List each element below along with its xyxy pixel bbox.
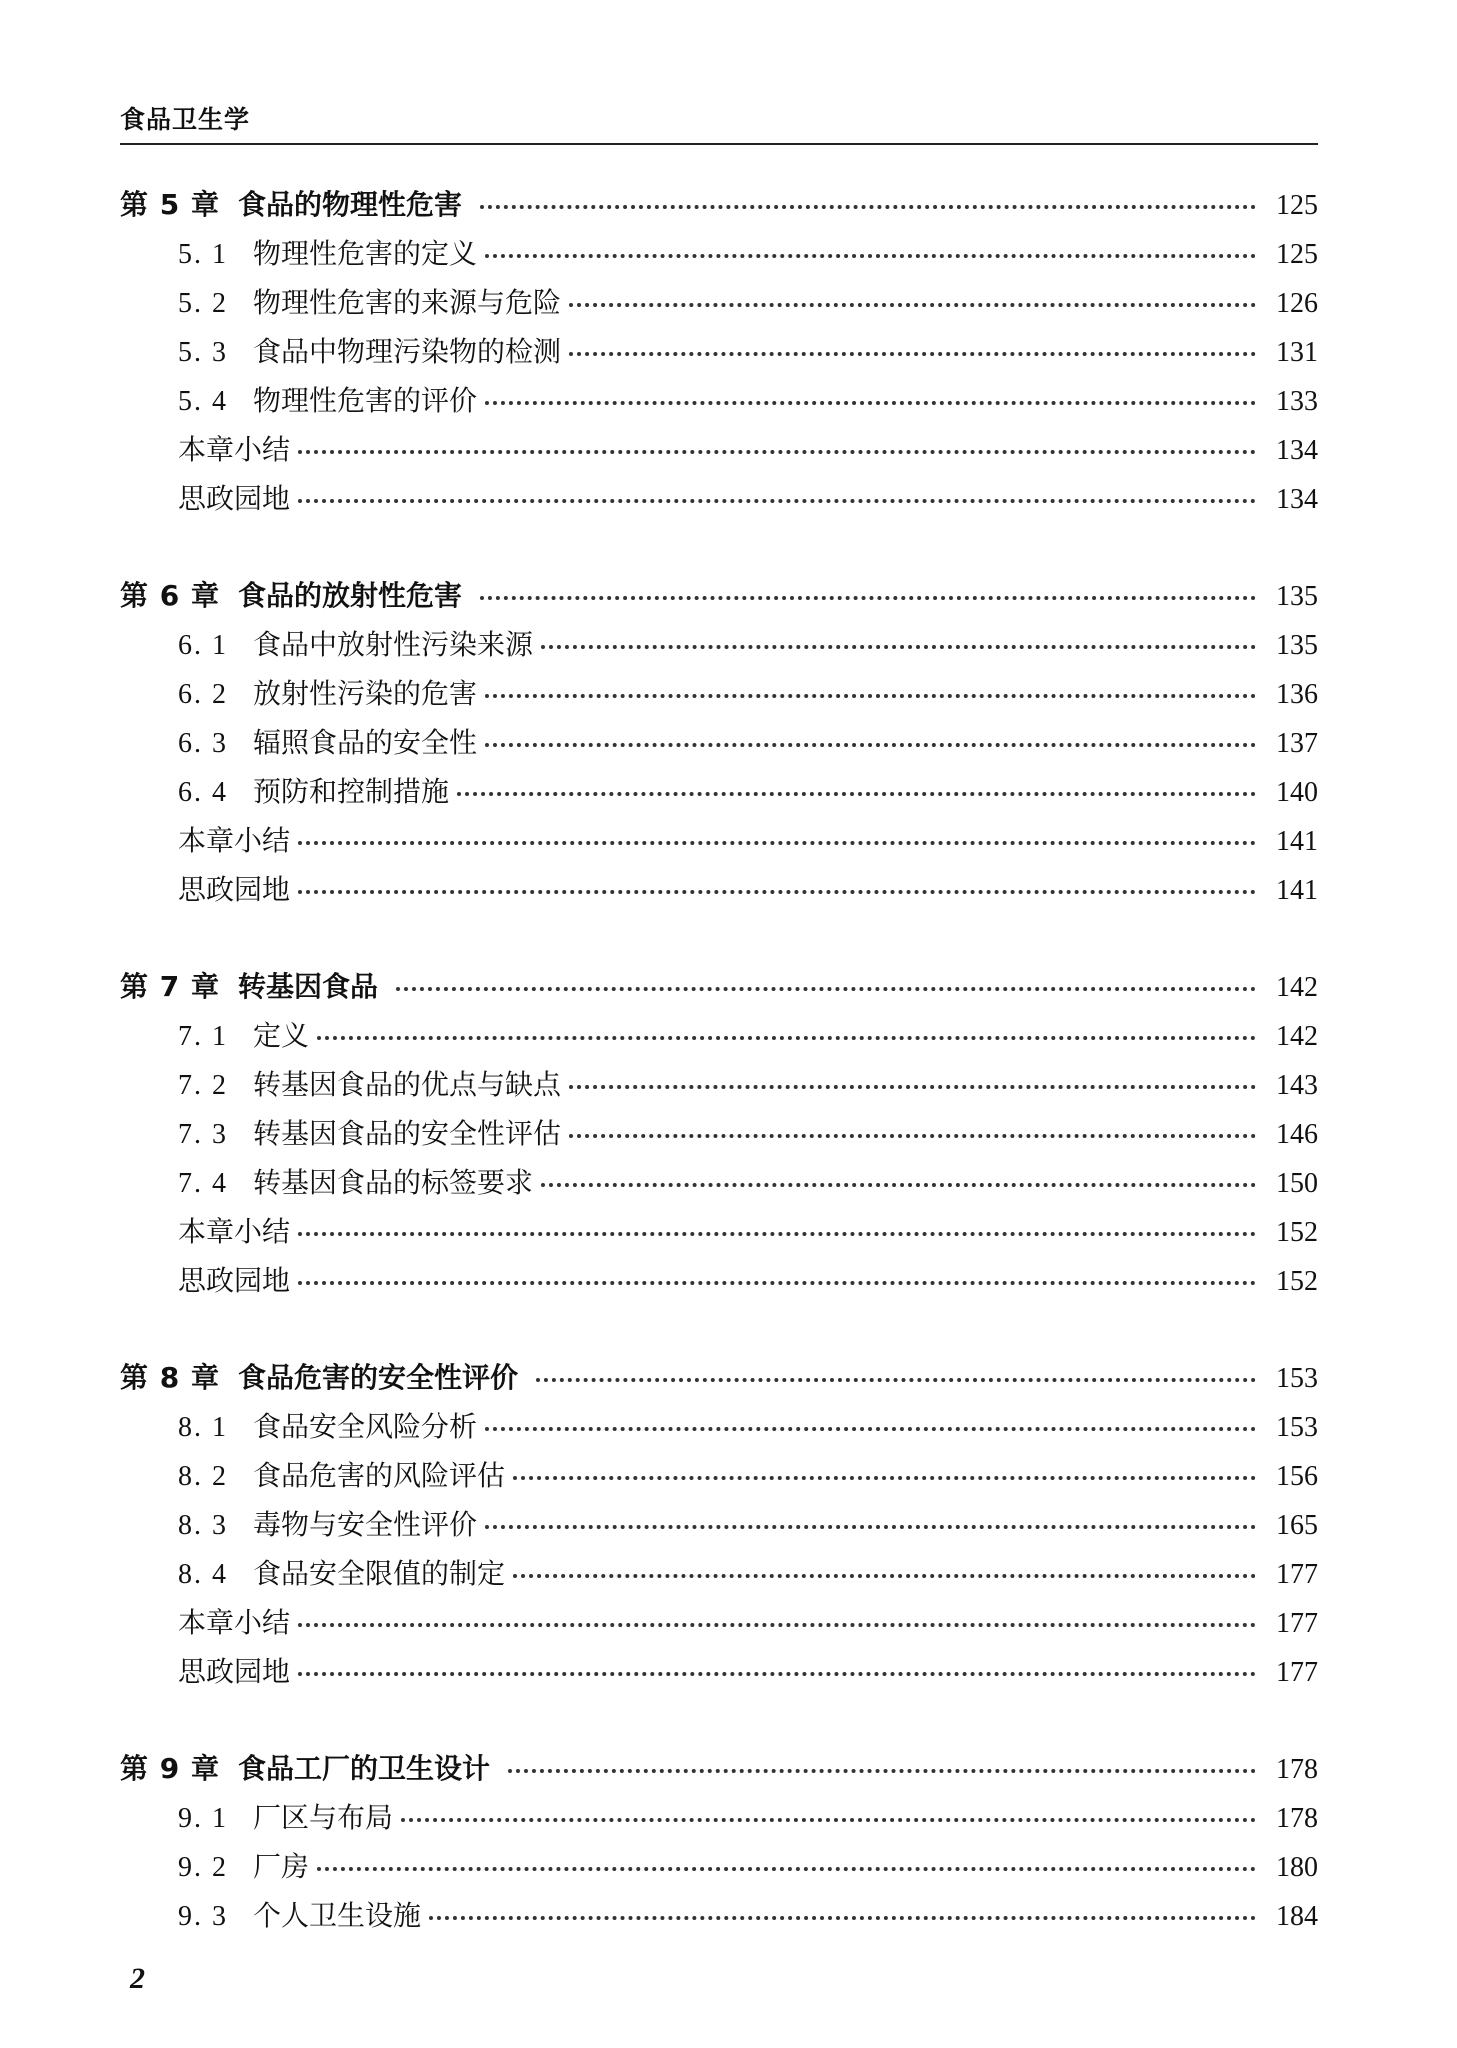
ideology-entry[interactable] [120,1256,1318,1305]
page-number: 141 [1276,875,1318,906]
section-entry[interactable] [120,1500,1318,1549]
section-number: 5. 1 [178,239,228,270]
page-number: 126 [1276,288,1318,319]
dot-leader [508,1759,1256,1773]
section-title: 思政园地 [178,873,291,906]
chapter-5 [120,180,1318,523]
section-number: 7. 3 [178,1119,228,1150]
section-title: 毒物与安全性评价 [253,1508,478,1541]
summary-entry[interactable] [120,816,1318,865]
dot-leader [298,831,1256,845]
running-head-title: 食品卫生学 [120,105,251,134]
dot-leader [429,1906,1256,1920]
section-entry[interactable] [120,1549,1318,1598]
page-number: 184 [1276,1901,1318,1932]
dot-leader [485,391,1256,405]
page-number: 177 [1276,1559,1318,1590]
chapter-number: 第 5 章 [120,188,220,221]
section-title: 食品危害的风险评估 [253,1459,506,1492]
section-title: 个人卫生设施 [253,1899,422,1932]
dot-leader [485,684,1256,698]
section-number: 6. 3 [178,728,228,759]
summary-entry[interactable] [120,425,1318,474]
section-entry[interactable] [120,1402,1318,1451]
page-number: 180 [1276,1852,1318,1883]
chapter-heading[interactable] [120,571,1318,620]
section-entry[interactable] [120,669,1318,718]
table-of-contents [120,180,1318,1988]
page-number: 133 [1276,386,1318,417]
page-number: 135 [1276,630,1318,661]
section-title: 定义 [253,1019,310,1052]
chapter-title: 食品危害的安全性评价 [238,1361,519,1394]
page-number: 137 [1276,728,1318,759]
dot-leader [569,1124,1256,1138]
header-rule [120,143,1318,145]
section-number: 6. 1 [178,630,228,661]
section-number: 8. 2 [178,1461,228,1492]
page-number: 156 [1276,1461,1318,1492]
chapter-heading[interactable] [120,1353,1318,1402]
section-title: 本章小结 [178,824,291,857]
page-number: 152 [1276,1266,1318,1297]
section-number: 9. 2 [178,1852,228,1883]
dot-leader [536,1368,1256,1382]
section-title: 食品中放射性污染来源 [253,628,534,661]
section-number: 8. 4 [178,1559,228,1590]
section-number: 7. 1 [178,1021,228,1052]
section-entry[interactable] [120,1793,1318,1842]
section-title: 物理性危害的定义 [253,237,478,270]
section-title: 预防和控制措施 [253,775,450,808]
section-number: 6. 4 [178,777,228,808]
page-number: 143 [1276,1070,1318,1101]
section-entry[interactable] [120,767,1318,816]
dot-leader [541,635,1256,649]
section-title: 放射性污染的危害 [253,677,478,710]
dot-leader [480,195,1256,209]
section-title: 物理性危害的来源与危险 [253,286,562,319]
page-folio: 2 [130,1962,145,1995]
dot-leader [513,1564,1256,1578]
chapter-8 [120,1353,1318,1696]
section-title: 转基因食品的优点与缺点 [253,1068,562,1101]
page-number: 177 [1276,1657,1318,1688]
chapter-9 [120,1744,1318,1940]
dot-leader [569,342,1256,356]
section-title: 食品安全限值的制定 [253,1557,506,1590]
chapter-title: 食品的放射性危害 [238,579,463,612]
section-title: 转基因食品的安全性评估 [253,1117,562,1150]
dot-leader [485,244,1256,258]
dot-leader [485,1417,1256,1431]
section-entry[interactable] [120,1109,1318,1158]
dot-leader [480,586,1256,600]
dot-leader [485,1515,1256,1529]
section-entry[interactable] [120,278,1318,327]
chapter-6 [120,571,1318,914]
page-number: 135 [1276,581,1318,612]
section-title: 思政园地 [178,1655,291,1688]
page-number: 150 [1276,1168,1318,1199]
section-title: 本章小结 [178,1215,291,1248]
section-entry[interactable] [120,229,1318,278]
dot-leader [317,1857,1256,1871]
dot-leader [513,1466,1256,1480]
page-number: 152 [1276,1217,1318,1248]
dot-leader [569,293,1256,307]
section-title: 厂房 [253,1850,310,1883]
ideology-entry[interactable] [120,1647,1318,1696]
section-number: 5. 4 [178,386,228,417]
page-number: 153 [1276,1363,1318,1394]
section-entry[interactable] [120,327,1318,376]
chapter-heading[interactable] [120,180,1318,229]
chapter-7 [120,962,1318,1305]
chapter-heading[interactable] [120,1744,1318,1793]
section-number: 8. 1 [178,1412,228,1443]
chapter-title: 食品工厂的卫生设计 [238,1752,491,1785]
page-number: 178 [1276,1803,1318,1834]
page-number: 165 [1276,1510,1318,1541]
section-title: 食品中物理污染物的检测 [253,335,562,368]
dot-leader [298,1613,1256,1627]
summary-entry[interactable] [120,1598,1318,1647]
section-number: 7. 4 [178,1168,228,1199]
page-number: 134 [1276,484,1318,515]
section-entry[interactable] [120,1060,1318,1109]
page-number: 131 [1276,337,1318,368]
page-number: 125 [1276,190,1318,221]
chapter-number: 第 8 章 [120,1361,220,1394]
dot-leader [541,1173,1256,1187]
ideology-entry[interactable] [120,474,1318,523]
dot-leader [485,733,1256,747]
dot-leader [298,1222,1256,1236]
chapter-heading[interactable] [120,962,1318,1011]
dot-leader [298,1662,1256,1676]
page-number: 140 [1276,777,1318,808]
page-number: 177 [1276,1608,1318,1639]
section-title: 思政园地 [178,1264,291,1297]
section-entry[interactable] [120,1451,1318,1500]
chapter-number: 第 6 章 [120,579,220,612]
section-title: 转基因食品的标签要求 [253,1166,534,1199]
dot-leader [317,1026,1256,1040]
page-number: 134 [1276,435,1318,466]
chapter-title: 转基因食品 [238,970,379,1003]
page-number: 178 [1276,1754,1318,1785]
dot-leader [569,1075,1256,1089]
page-number: 136 [1276,679,1318,710]
ideology-entry[interactable] [120,865,1318,914]
section-number: 6. 2 [178,679,228,710]
section-number: 5. 2 [178,288,228,319]
page-number: 142 [1276,1021,1318,1052]
chapter-number: 第 9 章 [120,1752,220,1785]
section-entry[interactable] [120,376,1318,425]
chapter-title: 食品的物理性危害 [238,188,463,221]
dot-leader [298,489,1256,503]
chapter-number: 第 7 章 [120,970,220,1003]
dot-leader [457,782,1256,796]
page-number: 141 [1276,826,1318,857]
dot-leader [396,977,1256,991]
section-number: 9. 3 [178,1901,228,1932]
section-title: 本章小结 [178,433,291,466]
dot-leader [298,880,1256,894]
section-number: 7. 2 [178,1070,228,1101]
section-title: 物理性危害的评价 [253,384,478,417]
section-title: 辐照食品的安全性 [253,726,478,759]
page-number: 153 [1276,1412,1318,1443]
section-title: 本章小结 [178,1606,291,1639]
section-entry[interactable] [120,1158,1318,1207]
section-title: 食品安全风险分析 [253,1410,478,1443]
section-number: 8. 3 [178,1510,228,1541]
section-number: 9. 1 [178,1803,228,1834]
page-number: 142 [1276,972,1318,1003]
summary-entry[interactable] [120,1207,1318,1256]
dot-leader [401,1808,1256,1822]
page-number: 146 [1276,1119,1318,1150]
section-title: 厂区与布局 [253,1801,394,1834]
section-entry[interactable] [120,620,1318,669]
page-number: 125 [1276,239,1318,270]
section-number: 5. 3 [178,337,228,368]
dot-leader [298,1271,1256,1285]
section-title: 思政园地 [178,482,291,515]
section-entry[interactable] [120,1011,1318,1060]
section-entry[interactable] [120,1891,1318,1940]
dot-leader [298,440,1256,454]
section-entry[interactable] [120,1842,1318,1891]
section-entry[interactable] [120,718,1318,767]
